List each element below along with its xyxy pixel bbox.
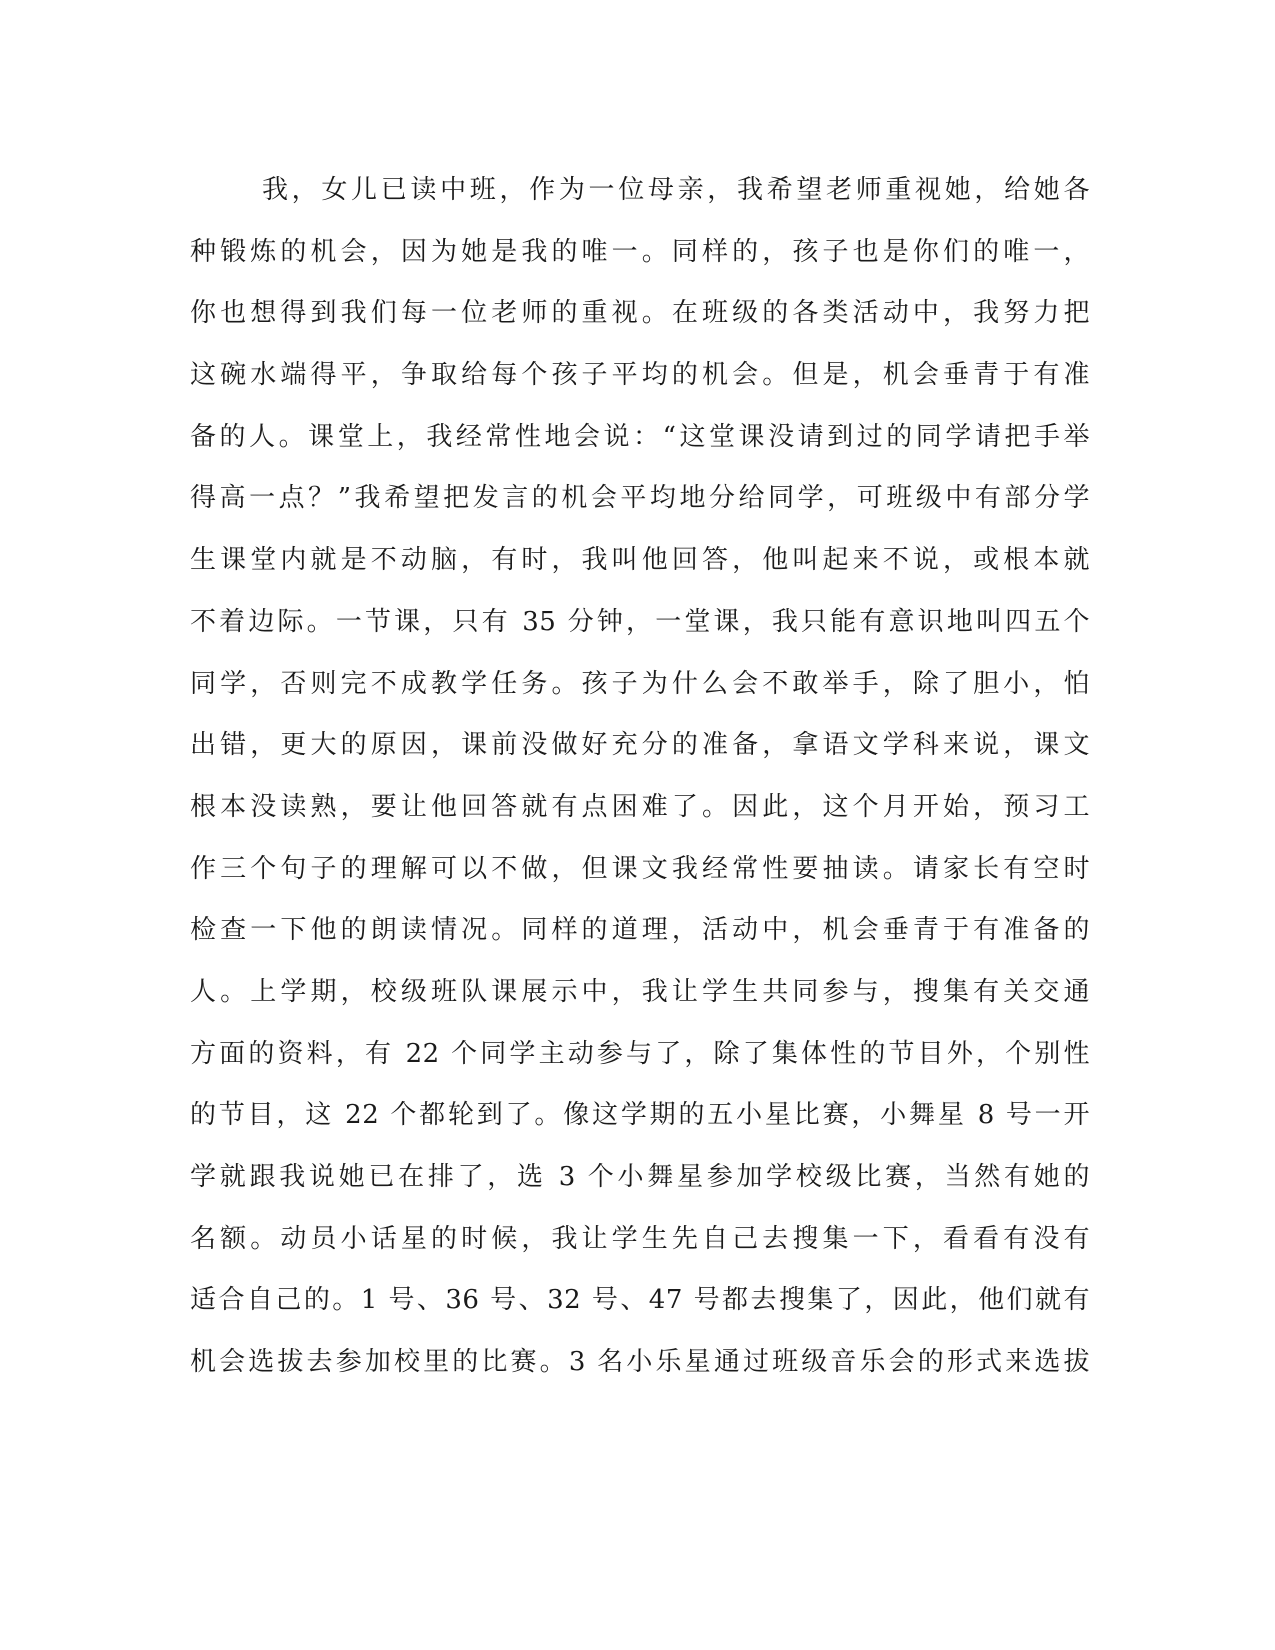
text-line-3: 你也想得到我们每一位老师的重视。在班级的各类活动中，我努力把 (190, 298, 1090, 329)
text-line-8: 不着边际。一节课，只有 35 分钟，一堂课，我只能有意识地叫四五个 (190, 606, 1090, 637)
text-line-14: 人。上学期，校级班队课展示中，我让学生共同参与，搜集有关交通 (190, 976, 1090, 1007)
text-line-13: 检查一下他的朗读情况。同样的道理，活动中，机会垂青于有准备的 (190, 915, 1090, 946)
text-line-16: 的节目，这 22 个都轮到了。像这学期的五小星比赛，小舞星 8 号一开 (190, 1100, 1090, 1131)
text-line-11: 根本没读熟，要让他回答就有点困难了。因此，这个月开始，预习工 (190, 791, 1090, 822)
text-line-10: 出错，更大的原因，课前没做好充分的准备，拿语文学科来说，课文 (190, 730, 1090, 761)
text-line-20: 机会选拔去参加校里的比赛。3 名小乐星通过班级音乐会的形式来选拔 (190, 1347, 1090, 1378)
text-line-5: 备的人。课堂上，我经常性地会说：“这堂课没请到过的同学请把手举 (190, 421, 1090, 452)
text-line-6: 得高一点？”我希望把发言的机会平均地分给同学，可班级中有部分学 (190, 483, 1090, 514)
text-line-4: 这碗水端得平，争取给每个孩子平均的机会。但是，机会垂青于有准 (190, 360, 1090, 391)
text-line-17: 学就跟我说她已在排了，选 3 个小舞星参加学校级比赛，当然有她的 (190, 1162, 1090, 1192)
text-line-19: 适合自己的。1 号、36 号、32 号、47 号都去搜集了，因此，他们就有 (190, 1285, 1090, 1316)
text-line-7: 生课堂内就是不动脑，有时，我叫他回答，他叫起来不说，或根本就 (190, 545, 1090, 576)
body-paragraph (190, 160, 1090, 1394)
text-line-15: 方面的资料，有 22 个同学主动参与了，除了集体性的节目外，个别性 (190, 1038, 1090, 1069)
text-line-12: 作三个句子的理解可以不做，但课文我经常性要抽读。请家长有空时 (190, 853, 1090, 884)
text-line-2: 种锻炼的机会，因为她是我的唯一。同样的，孩子也是你们的唯一， (190, 236, 1090, 267)
text-line-18: 名额。动员小话星的时候，我让学生先自己去搜集一下，看看有没有 (190, 1223, 1090, 1254)
text-line-1: 我，女儿已读中班，作为一位母亲，我希望老师重视她，给她各 (262, 175, 1090, 205)
text-line-9: 同学，否则完不成教学任务。孩子为什么会不敢举手，除了胆小，怕 (190, 668, 1090, 699)
